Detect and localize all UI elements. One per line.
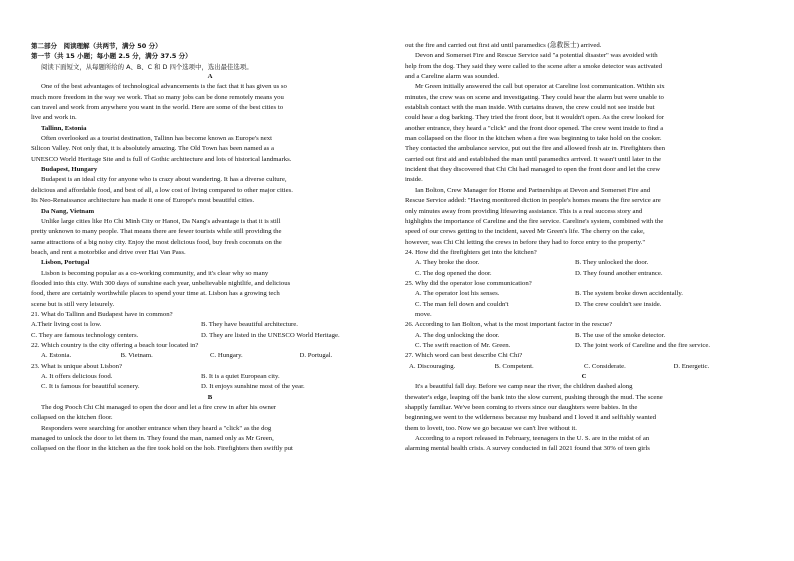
section-c-lines — [405, 382, 763, 454]
q26-option-a[interactable]: A. The dog unlocking the door. — [415, 331, 500, 339]
q27-options — [405, 362, 763, 372]
text-line: According to a report released in February, teenagers in the U. S. are in the midst of an — [415, 435, 650, 443]
q23-options-row2 — [31, 382, 389, 392]
right-lines — [405, 41, 763, 258]
text-line: They contacted the ambulance service, put out the fire and allowed fresh air in. Firefighters then — [405, 145, 665, 153]
text-line: incident that they discovered that Chi Chi had managed to open the front door and let the crew — [405, 166, 661, 174]
text-line: live and work in. — [31, 114, 77, 122]
q22-option-c[interactable]: C. Hungary. — [210, 352, 243, 360]
q25-options-row2 — [405, 300, 763, 310]
text-line: Tallinn, Estonia — [41, 124, 87, 132]
q26-stem: 26. According to Ian Bolton, what is the most important factor in the rescue? — [405, 321, 613, 329]
q21-options-row2 — [31, 331, 389, 341]
q25-option-c[interactable]: C. The man fell down and couldn't — [415, 300, 509, 308]
q26-option-d[interactable]: D. The joint work of Careline and the fire service. — [575, 341, 711, 349]
text-line: Budapest, Hungary — [41, 166, 98, 174]
q26-option-c[interactable]: C. The swift reaction of Mr. Green. — [415, 341, 511, 349]
text-line: Lisbon, Portugal — [41, 259, 90, 267]
q23-stem: 23. What is unique about Lisbon? — [31, 362, 122, 370]
q25-option-b[interactable]: B. The system broke down accidentally. — [575, 290, 683, 298]
text-line: 阅读下面短文，从每题所给的 A、B、C 和 D 四个选项中，选出最佳选项。 — [41, 62, 253, 71]
q24-option-c[interactable]: C. The dog opened the door. — [415, 269, 492, 277]
q21-options-row1 — [31, 320, 389, 330]
text-line: carried out first aid and established the man until paramedics arrived. It wasn't until later in the — [405, 155, 661, 163]
text-line: and a Careline alarm was sounded. — [405, 73, 500, 81]
text-line: Da Nang, Vietnam — [41, 207, 95, 215]
q21-option-d[interactable]: D. They are listed in the UNESCO World Heritage. — [201, 331, 340, 339]
q22-stem: 22. Which country is the city offering a beach tour located in? — [31, 341, 199, 349]
text-line: Ian Bolton, Crew Manager for Home and Partnerships at Devon and Somerset Fire and — [415, 186, 651, 194]
q27-option-d[interactable]: D. Energetic. — [673, 362, 710, 370]
q24-option-a[interactable]: A. They broke the door. — [415, 259, 480, 267]
q21-option-a[interactable]: A.Their living cost is low. — [31, 321, 102, 329]
text-line: Unlike large cities like Ho Chi Minh City or Hanoi, Da Nang's advantage is that it is still — [41, 217, 281, 225]
text-line: It's a beautiful fall day. Before we camp near the river, the children dashed along — [415, 383, 633, 391]
text-line: Silicon Valley. Not only that, it is absolutely amazing. The Old Town has been named as a — [31, 145, 274, 153]
q25-option-c-continuation: move. — [415, 310, 432, 318]
text-line: Often overlooked as a tourist destination, Tallinn has become known as Europe's next — [41, 135, 273, 143]
text-line: same attractions of a big noisy city. Enjoy the most delicious food, buy fresh coconuts on the — [31, 238, 282, 246]
text-line: them to loveit, too. Now we go because we can't live without it. — [405, 424, 577, 432]
text-line: collapsed on the kitchen floor. — [31, 414, 113, 422]
q23-option-a[interactable]: A. It offers delicious food. — [41, 373, 113, 380]
text-line: collapsed on the floor in the kitchen as the fire took hold on the hob. Firefighters then swiftly put — [31, 445, 293, 453]
q24-options-row2 — [405, 269, 763, 279]
q23-options-row1 — [31, 372, 389, 382]
text-line: 第一节（共 15 小题；每小题 2.5 分，满分 37.5 分） — [31, 52, 192, 61]
text-line: beginning,we went to the wilderness because my husband and I loved it and selfishly wanted — [405, 414, 657, 422]
section-c-heading: C — [581, 373, 587, 380]
q22-option-d[interactable]: D. Portugal. — [299, 352, 333, 360]
text-line: Mr Green initially answered the call but operator at Careline lost communication. Within six — [415, 83, 665, 91]
text-line: The dog Pooch Chi Chi managed to open the door and let a fire crew in after his owner — [41, 404, 277, 412]
text-line: 第二部分 阅读理解（共两节，满分 50 分） — [31, 42, 162, 50]
text-line: another entrance, they heard a "click" and the front door opened. The crew went inside to find a — [405, 124, 664, 132]
text-line: managed to unlock the door to let them in. They found the man, named only as Mr Green, — [31, 435, 274, 443]
section-b-lines — [31, 403, 389, 455]
text-line: Lisbon is becoming popular as a co-working community, and it's clear why so many — [41, 269, 269, 277]
q22-options — [31, 351, 389, 361]
q21-option-c[interactable]: C. They are famous technology centers. — [31, 331, 139, 339]
text-line: much more freedom in the way we work. That so many jobs can be done remotely means you — [31, 93, 284, 101]
text-line: inside. — [405, 176, 423, 184]
text-line: One of the best advantages of technological advancements is the fact that it has given us so — [41, 83, 287, 91]
q23-option-b[interactable]: B. It is a quiet European city. — [201, 373, 280, 380]
q22-option-a[interactable]: A. Estonia. — [41, 352, 72, 360]
q25-option-a[interactable]: A. The operator lost his senses. — [415, 290, 500, 298]
text-line: only minutes away from providing lifesaving assistance. This is a real success story and — [405, 207, 643, 215]
q25-stem: 25. Why did the operator lose communication? — [405, 279, 532, 287]
text-line: however, was Chi Chi letting the crews in before they had to force entry to the property." — [405, 238, 646, 246]
text-line: 24. How did the firefighters get into the kitchen? — [405, 248, 537, 256]
text-line: pretty unknown to many people. That means there are fewer tourists while still providing the — [31, 228, 282, 236]
text-line: establish contact with the man inside. With curtains drawn, the crew could not see inside but — [405, 104, 655, 112]
q24-option-b[interactable]: B. They unlocked the door. — [575, 259, 649, 267]
text-line: Responders were searching for another entrance when they heard a "click" as the dog — [41, 424, 272, 432]
text-line: man collapsed on the floor in the kitchen when a fire was beginning to take hold on the cooker. — [405, 135, 662, 143]
q25-option-d[interactable]: D. The crew couldn't see inside. — [575, 300, 662, 308]
text-line: help from the dog. They said they were called to the scene after a smoke detector was activated — [405, 62, 663, 70]
q27-option-a[interactable]: A. Discouraging. — [409, 362, 456, 370]
text-line: Rescue Service added: "Having monitored diction in people's homes means the fire service are — [405, 197, 661, 205]
right-column — [405, 41, 763, 455]
q23-option-c[interactable]: C. It is famous for beautiful scenery. — [41, 383, 140, 391]
q24-option-d[interactable]: D. They found another entrance. — [575, 269, 663, 277]
text-line: A — [207, 73, 213, 81]
q22-option-b[interactable]: B. Vietnam. — [120, 352, 153, 360]
q26-options-row2 — [405, 341, 763, 351]
q24-options-row1 — [405, 258, 763, 268]
q25-options-row1 — [405, 289, 763, 299]
q23-option-d[interactable]: D. It enjoys sunshine most of the year. — [201, 383, 305, 391]
text-line: out the fire and carried out first aid until paramedics (急救医士) arrived. — [405, 42, 602, 49]
text-line: Its Neo-Renaissance architecture has made it one of Europe's most beautiful cities. — [31, 197, 255, 205]
text-line: food, there are certainly worthwhile places to spend your time at. Lisbon has a growing tech — [31, 290, 280, 298]
text-line: minutes, the crew was on scene and investigating. They could hear the alarm but were unable to — [405, 93, 664, 101]
left-lines — [31, 41, 389, 320]
text-line: Devon and Somerset Fire and Rescue Service said "a potential disaster" was avoided with — [415, 52, 658, 60]
text-line: 21. What do Tallinn and Budapest have in common? — [31, 310, 173, 318]
text-line: delicious and affordable food, and best of all, a low cost of living compared to other major cities. — [31, 186, 293, 194]
q21-option-b[interactable]: B. They have beautiful architecture. — [201, 321, 298, 329]
text-line: UNESCO World Heritage Site and is full of Gothic architecture and lots of historical landmarks. — [31, 155, 292, 163]
text-line: scene but is still very leisurely. — [31, 300, 115, 308]
text-line: Budapest is an ideal city for anyone who is crazy about wandering. It has a diverse culture, — [41, 176, 287, 184]
left-column — [31, 41, 389, 455]
text-line: highlights the importance of Careline and the fire service. Careline's system, combined with the — [405, 217, 664, 225]
section-b-heading: B — [207, 393, 213, 401]
text-line: can travel and work from anywhere you want in the world. Here are some of the best cities to — [31, 104, 284, 112]
q27-option-c[interactable]: C. Considerate. — [584, 362, 626, 370]
text-line: beach, and rent a motorbike and drive over Hai Van Pass. — [31, 248, 186, 256]
text-line: shappily familiar. We've been coming to rivers since our daughters were babies. In the — [405, 404, 638, 412]
q26-options-row1 — [405, 331, 763, 341]
text-line: flooded into this city. With 300 days of sunshine each year, unbelievable nightlife, and delicious — [31, 279, 291, 287]
q27-stem: 27. Which word can best describe Chi Chi? — [405, 352, 523, 360]
q27-option-b[interactable]: B. Competent. — [494, 362, 534, 370]
text-line: thewater's edge, leaping off the bank into the slow current, pushing through the mud. The scene — [405, 393, 663, 401]
q26-option-b[interactable]: B. The use of the smoke detector. — [575, 331, 666, 339]
text-line: alarming mental health crisis. A survey conducted in fall 2021 found that 30% of teen girls — [405, 445, 650, 453]
text-line: speed of our crews getting to the incident, saved Mr Green's life. The cherry on the cake, — [405, 228, 645, 236]
text-line: could hear a dog barking. They tried the front door, but it wouldn't open. As the crew looked for — [405, 114, 664, 122]
